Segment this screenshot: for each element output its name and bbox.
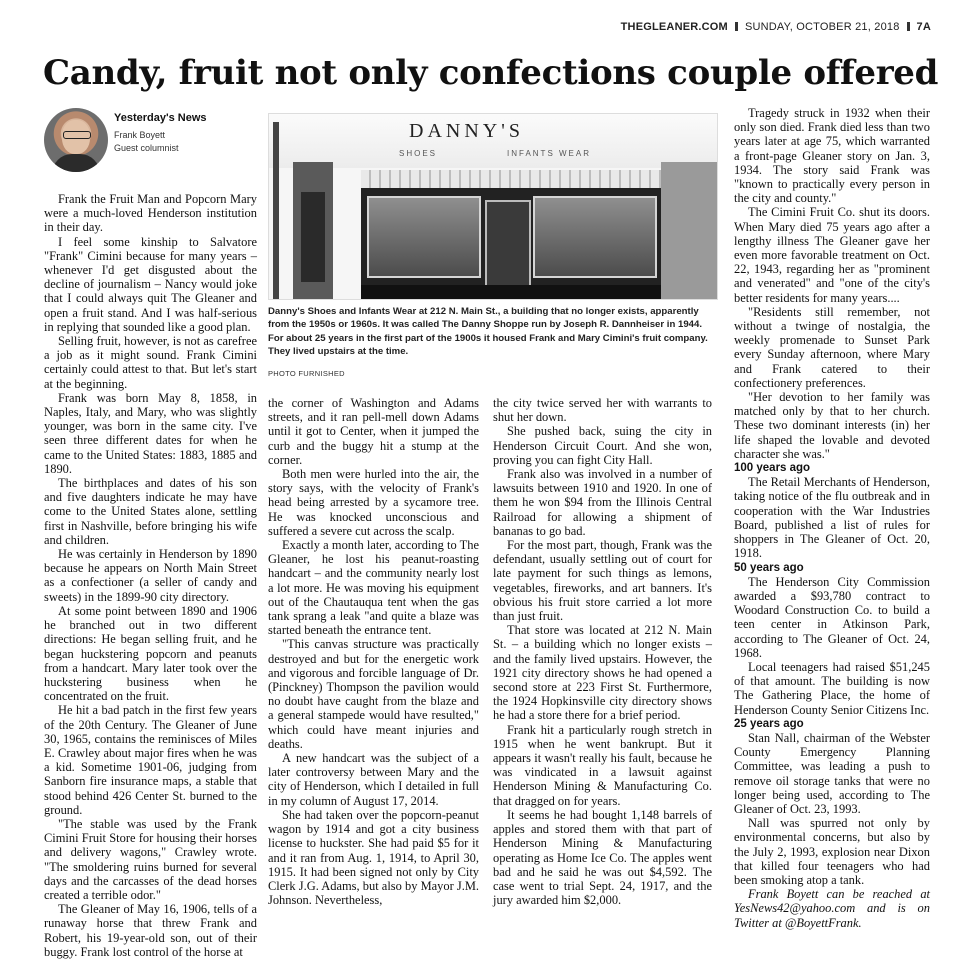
article-column-2 [268, 396, 479, 907]
issue-date: SUNDAY, OCTOBER 21, 2018 [744, 21, 900, 33]
page-number: 7A [916, 21, 931, 33]
paragraph: A new handcart was the subject of a later controversy between Mary and the city of Henderson, which I detailed in full in my column of August 17, 2014. [268, 751, 479, 808]
paragraph: It seems he had bought 1,148 barrels of apples and stored them with that part of Henderson Mining & Manufacturing operating as Home Ice Co. The apples went bad and he said he was out $4,592. The case went to trial Sept. 24, 1917, and the jury awarded him $2,000. [493, 807, 712, 908]
article-column-1 [44, 192, 257, 959]
paragraph: He was certainly in Henderson by 1890 because he appears on North Main Street as a confectioner (a seller of candy and sweets) in the 1899-90 city directory. [44, 547, 257, 604]
photo-sign-main: DANNY'S [409, 120, 524, 142]
paragraph: Frank hit a particularly rough stretch in 1915 when he went bankrupt. But it appears it wasn't really his fault, because he was vindicated in a lawsuit against Henderson Mining & Manufacturing Co. that dragged on for years. [493, 722, 712, 808]
photo-sign-left: SHOES [399, 149, 438, 158]
paragraph: "Residents still remember, not without a twinge of nostalgia, the weekly promenade to Sunset Park every Sunday afternoon, where Mary and Frank catered to their confectionery preferences. [734, 304, 930, 390]
paragraph: the corner of Washington and Adams streets, and it ran pell-mell down Adams until it got to Center, when it jumped the curb and the buggy hit a stump at the corner. [268, 396, 479, 467]
paragraph: That store was located at 212 N. Main St. – a building which no longer exists – and the family lived upstairs. However, the 1921 city directory shows he had opened a second store at 223 First St. Furthermore, the 1924 Hopkinsville city directory shows he had a store there for a brief period. [493, 623, 712, 723]
header-divider [735, 22, 738, 31]
paragraph: Stan Nall, chairman of the Webster County Emergency Planning Committee, was leading a push to remove oil storage tanks that were no longer being used, according to The Gleaner of Oct. 23, 1993. [734, 730, 930, 816]
paragraph: He hit a bad patch in the first few years of the 20th Century. The Gleaner of June 30, 1965, contains the reminisces of Miles E. Crawley about major fires when he was a kid. Sometime 1901-06, judging from Sanborn fire insurance maps, a stable that stood behind 426 Center St. burned to the ground. [44, 703, 257, 817]
paragraph: Frank also was involved in a number of lawsuits between 1910 and 1920. In one of them he won $94 from the Illinois Central Railroad for allowing a shipment of bananas to go bad. [493, 467, 712, 538]
article-column-3 [493, 396, 712, 907]
column-name: Yesterday's News [114, 112, 207, 124]
paragraph: the city twice served her with warrants to shut her down. [493, 396, 712, 425]
paragraph: Frank was born May 8, 1858, in Naples, Italy, and Mary, who was slightly younger, was born in the same city. I've seen three different dates for when he came to the United States: 1883, 1885 and 1890. [44, 390, 257, 476]
paragraph: She had taken over the popcorn-peanut wagon by 1914 and got a city business license to huckster. She had paid $5 for it and it ran from Aug. 1, 1914, to April 30, 1915. It had been signed not only by City Clerk J.G. Adams, but also by Mayor J.M. Johnson. Nevertheless, [268, 807, 479, 908]
paragraph: For the most part, though, Frank was the defendant, usually settling out of court for late payment for such things as lemons, vegetables, fireworks, and art banners. It's obvious his fruit store carried a lot more than just fruit. [493, 538, 712, 624]
paragraph: Local teenagers had raised $51,245 of that amount. The building is now The Gathering Place, the home of Henderson County Senior Citizens Inc. [734, 659, 930, 717]
paragraph: I feel some kinship to Salvatore "Frank" Cimini because for many years – whenever I'd get disgusted about the decline of journalism – Nancy would joke that I could always quit The Gleaner and open a fruit stand. And I was half-serious in replying that sounded like a good plan. [44, 234, 257, 334]
paragraph: Tragedy struck in 1932 when their only son died. Frank died less than two years later at age 75, which warranted a front-page Gleaner story on Jan. 3, 1934. The story said Frank was "known to practically every person in the city and county." [734, 106, 930, 206]
section-heading-50-years: 50 years ago [734, 561, 804, 574]
author-role: Guest columnist [114, 143, 179, 153]
paragraph: The Cimini Fruit Co. shut its doors. When Mary died 75 years ago after a lengthy illness The Gleaner gave her even more favorable treatment on Oct. 22, 1943, regarding her as "prominent and venerated" and "one of the city's better residents for many years.... [734, 205, 930, 305]
page-header [621, 21, 931, 33]
section-heading-100-years: 100 years ago [734, 462, 811, 475]
paragraph: Nall was spurred not only by environmental concerns, but also by the July 2, 1993, explosion near Dixon that killed four teenagers who had been smoking atop a tank. [734, 816, 930, 887]
paragraph: Frank the Fruit Man and Popcorn Mary were a much-loved Henderson institution in their day. [44, 192, 257, 235]
header-divider [907, 22, 910, 31]
author-signoff: Frank Boyett can be reached at YesNews42@yahoo.com and is on Twitter at @BoyettFrank. [734, 887, 930, 930]
storefront-photo [268, 113, 718, 300]
paragraph: The Henderson City Commission awarded a $93,780 contract to Woodard Construction Co. to build a teen center in Atkinson Park, according to The Gleaner of Oct. 24, 1968. [734, 574, 930, 660]
paragraph: The Retail Merchants of Henderson, taking notice of the flu outbreak and in cooperation with the War Industries Board, published a list of rules for shoppers in The Gleaner of Oct. 20, 1918. [734, 475, 930, 561]
photo-caption: Danny's Shoes and Infants Wear at 212 N. Main St., a building that no longer exists, apparently from the 1950s or 1960s. It was called The Danny Shoppe run by Joseph R. Dannheiser in 1944. For about 25 years in the first part of the 1900s it housed Frank and Mary Cimini's fruit company. They lived upstairs at the time. [268, 306, 708, 358]
author-avatar [44, 108, 108, 172]
photo-credit: PHOTO FURNISHED [268, 369, 345, 378]
author-name: Frank Boyett [114, 130, 166, 140]
section-heading-25-years: 25 years ago [734, 717, 804, 730]
article-column-4 [734, 106, 930, 930]
byline [44, 108, 262, 172]
paragraph: The Gleaner of May 16, 1906, tells of a runaway horse that threw Frank and Robert, his 19-year-old son, out of their buggy. Frank lost control of the horse at [44, 902, 257, 959]
paragraph: "The stable was used by the Frank Cimini Fruit Store for housing their horses and delivery wagons," Crawley wrote. "The smoldering ruins burned for several days and the carcasses of the dead horses created a terrible odor." [44, 816, 257, 902]
paragraph: She pushed back, suing the city in Henderson Circuit Court. And she won, proving you can fight City Hall. [493, 424, 712, 467]
paragraph: "Her devotion to her family was matched only by that to her church. These two dominant interests (in) her life shaped the lovable and devoted character she was." [734, 390, 930, 461]
paragraph: Selling fruit, however, is not as carefree a job as it might sound. Frank Cimini certainly could attest to that. But let's start at the beginning. [44, 334, 257, 391]
paragraph: The birthplaces and dates of his son and five daughters indicate he may have come to the United States alone, settling first in Nashville, before bringing his wife and children. [44, 476, 257, 547]
paragraph: "This canvas structure was practically destroyed and but for the energetic work and vigorous and forcible language of Dr. (Pinckney) Thompson the pavilion would no doubt have caught from the blaze and a general stampede would have resulted," which could have meant injuries and deaths. [268, 637, 479, 751]
paragraph: At some point between 1890 and 1906 he branched out in two different directions: He began selling fruit, and he began huckstering popcorn and peanuts from a handcart. Mary later took over the huckstering business when he concentrated on the fruit. [44, 603, 257, 704]
site-name: THEGLEANER.COM [620, 21, 728, 33]
headline: Candy, fruit not only confections couple offered [43, 53, 939, 93]
photo-sign-right: INFANTS WEAR [507, 149, 592, 158]
paragraph: Both men were hurled into the air, the story says, with the velocity of Frank's head being arrested by a sycamore tree. He was knocked unconscious and suffered a severe cut across the scalp. [268, 467, 479, 538]
paragraph: Exactly a month later, according to The Gleaner, he lost his peanut-roasting handcart – and the community nearly lost a lot more. He was moving his equipment out of the Chautauqua tent when the gas tank sprang a leak "and quite a blaze was started beneath the entrance tent. [268, 538, 479, 638]
